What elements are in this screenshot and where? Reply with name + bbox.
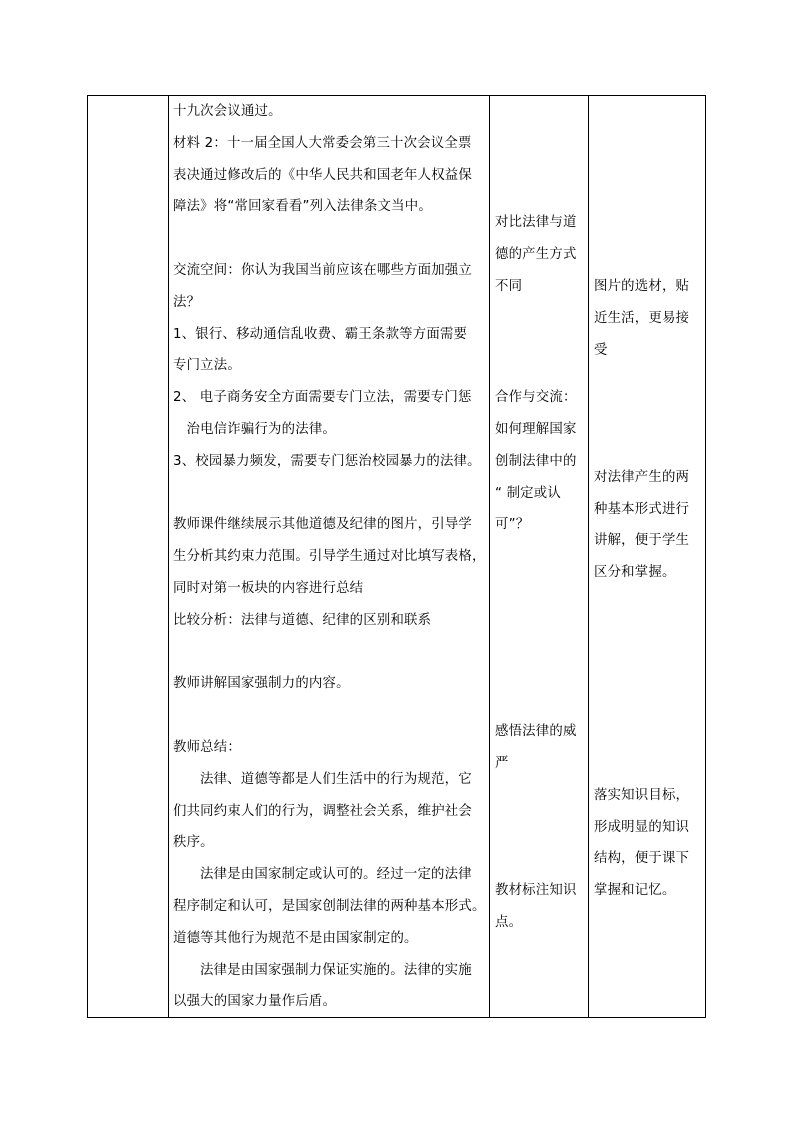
text-line: 同时对第一板块的内容进行总结 [173, 581, 364, 596]
text-line: 专门立法。 [173, 358, 241, 374]
design-intent-cell [594, 96, 704, 1017]
text-line: 3、校园暴力频发，需要专门惩治校园暴力的法律。 [173, 453, 481, 469]
text-line: 障法》将“常回家看看”列入法律条文当中。 [173, 199, 432, 215]
text-line: 对比法律与道 [495, 215, 577, 231]
text-line: 治电信诈骗行为的法律。 [186, 422, 336, 437]
text-line: 教师课件继续展示其他道德及纪律的图片，引导学 [173, 517, 472, 533]
text-line: 德的产生方式 [495, 247, 577, 263]
text-line: 合作与交流： [495, 390, 577, 406]
text-line: 表决通过修改后的《中华人民共和国老年人权益保 [173, 167, 472, 183]
text-line: 讲解，便于学生 [594, 533, 690, 549]
text-line: 法律、道德等都是人们生活中的行为规范，它 [200, 771, 472, 787]
lesson-plan-table [87, 95, 706, 1018]
text-line: 教材标注知识 [495, 883, 577, 899]
text-line: 道德等其他行为规范不是由国家制定的。 [173, 930, 418, 946]
text-line: 如何理解国家 [495, 422, 577, 437]
text-line: 种基本形式进行 [594, 501, 690, 517]
column-divider [588, 96, 589, 1017]
text-line: 教师讲解国家强制力的内容。 [173, 676, 350, 692]
text-line: 2、 电子商务安全方面需要专门立法，需要专门惩 [173, 390, 472, 406]
text-line: 形成明显的知识 [594, 819, 690, 835]
text-line: 程序制定和认可，是国家创制法律的两种基本形式。 [173, 899, 486, 914]
empty-label-cell [88, 96, 168, 1017]
text-line: 可”？ [495, 517, 530, 533]
text-line: 1、银行、移动通信乱收费、霸王条款等方面需要 [173, 326, 468, 342]
text-line: 区分和掌握。 [594, 565, 676, 581]
text-line: 图片的选材，贴 [594, 278, 690, 294]
teaching-process-cell [173, 96, 487, 1017]
text-line: 落实知识目标， [594, 787, 690, 803]
text-line: 们共同约束人们的行为，调整社会关系，维护社会 [173, 803, 472, 819]
student-activity-cell [495, 96, 587, 1017]
text-line: 以强大的国家力量作后盾。 [173, 994, 337, 1010]
text-line: 秩序。 [173, 835, 214, 851]
text-line: 十九次会议通过。 [173, 104, 282, 119]
text-line: 对法律产生的两 [594, 469, 690, 485]
text-line: 不同 [495, 278, 523, 294]
text-line: 创制法律中的 [495, 453, 577, 469]
text-line: 严 [495, 755, 509, 771]
text-line: 点。 [495, 914, 523, 930]
text-line: 掌握和记忆。 [594, 883, 676, 899]
column-divider [489, 96, 490, 1017]
text-line: “ 制定或认 [495, 485, 561, 501]
text-line: 材料 2：十一届全国人大常委会第三十次会议全票 [173, 135, 472, 151]
text-line: 法律是由国家制定或认可的。经过一定的法律 [200, 867, 472, 883]
text-line: 法律是由国家强制力保证实施的。法律的实施 [200, 962, 472, 978]
text-line: 结构，便于课下 [594, 851, 690, 867]
column-divider [168, 96, 169, 1017]
text-line: 交流空间：你认为我国当前应该在哪些方面加强立 [173, 263, 472, 278]
text-line: 法？ [173, 294, 201, 310]
text-line: 比较分析：法律与道德、纪律的区别和联系 [173, 612, 432, 628]
text-line: 近生活，更易接 [594, 310, 690, 326]
text-line: 受 [594, 342, 608, 358]
text-line: 教师总结： [173, 740, 241, 755]
text-line: 感悟法律的威 [495, 724, 577, 740]
text-line: 生分析其约束力范围。引导学生通过对比填写表格， [173, 549, 486, 565]
